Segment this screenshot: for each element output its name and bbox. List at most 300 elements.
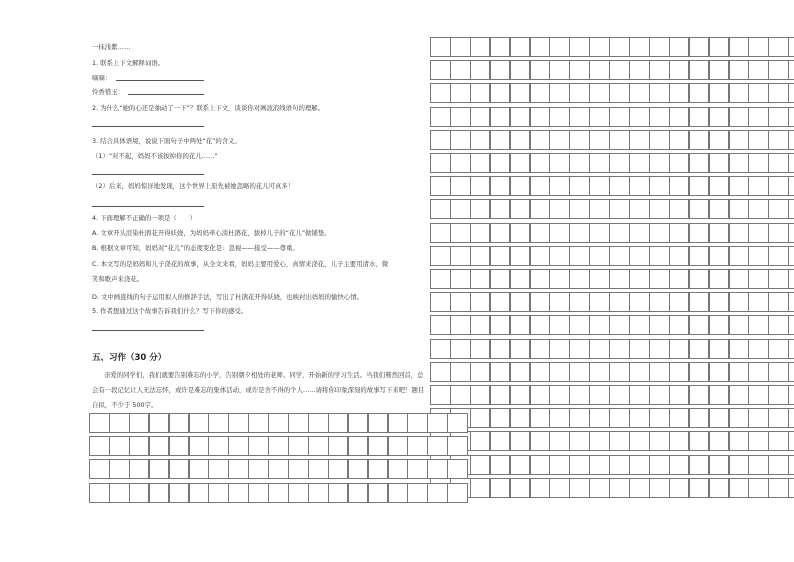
grid-cell[interactable] bbox=[748, 223, 769, 243]
grid-cell[interactable] bbox=[729, 269, 750, 289]
grid-cell[interactable] bbox=[208, 483, 229, 503]
grid-cell[interactable] bbox=[788, 362, 794, 382]
grid-cell[interactable] bbox=[689, 176, 710, 196]
grid-cell[interactable] bbox=[569, 292, 590, 312]
grid-cell[interactable] bbox=[169, 459, 190, 479]
grid-cell[interactable] bbox=[407, 483, 428, 503]
grid-cell[interactable] bbox=[268, 483, 289, 503]
grid-cell[interactable] bbox=[609, 292, 630, 312]
grid-cell[interactable] bbox=[788, 37, 794, 57]
grid-cell[interactable] bbox=[609, 107, 630, 127]
grid-cell[interactable] bbox=[470, 362, 491, 382]
grid-cell[interactable] bbox=[549, 246, 570, 266]
grid-cell[interactable] bbox=[549, 385, 570, 405]
grid-cell[interactable] bbox=[450, 223, 471, 243]
grid-cell[interactable] bbox=[589, 478, 610, 498]
grid-cell[interactable] bbox=[470, 431, 491, 451]
grid-cell[interactable] bbox=[109, 459, 130, 479]
grid-cell[interactable] bbox=[549, 130, 570, 150]
grid-cell[interactable] bbox=[669, 455, 690, 475]
grid-cell[interactable] bbox=[629, 315, 650, 335]
grid-cell[interactable] bbox=[589, 246, 610, 266]
grid-cell[interactable] bbox=[490, 362, 511, 382]
grid-cell[interactable] bbox=[669, 431, 690, 451]
grid-cell[interactable] bbox=[288, 413, 309, 433]
grid-cell[interactable] bbox=[430, 176, 451, 196]
grid-cell[interactable] bbox=[649, 385, 670, 405]
grid-cell[interactable] bbox=[530, 292, 551, 312]
grid-cell[interactable] bbox=[430, 199, 451, 219]
grid-cell[interactable] bbox=[649, 246, 670, 266]
grid-cell[interactable] bbox=[470, 408, 491, 428]
grid-cell[interactable] bbox=[788, 153, 794, 173]
grid-cell[interactable] bbox=[149, 459, 170, 479]
grid-cell[interactable] bbox=[228, 436, 249, 456]
grid-cell[interactable] bbox=[629, 107, 650, 127]
grid-cell[interactable] bbox=[470, 455, 491, 475]
grid-cell[interactable] bbox=[649, 292, 670, 312]
grid-cell[interactable] bbox=[629, 153, 650, 173]
grid-cell[interactable] bbox=[729, 223, 750, 243]
grid-cell[interactable] bbox=[629, 60, 650, 80]
grid-cell[interactable] bbox=[510, 385, 531, 405]
grid-cell[interactable] bbox=[788, 199, 794, 219]
grid-cell[interactable] bbox=[89, 413, 110, 433]
grid-cell[interactable] bbox=[609, 199, 630, 219]
grid-cell[interactable] bbox=[629, 176, 650, 196]
grid-cell[interactable] bbox=[729, 362, 750, 382]
grid-cell[interactable] bbox=[549, 37, 570, 57]
grid-cell[interactable] bbox=[470, 246, 491, 266]
grid-cell[interactable] bbox=[569, 130, 590, 150]
grid-cell[interactable] bbox=[709, 431, 730, 451]
grid-cell[interactable] bbox=[510, 269, 531, 289]
grid-cell[interactable] bbox=[368, 413, 389, 433]
grid-cell[interactable] bbox=[589, 60, 610, 80]
grid-cell[interactable] bbox=[89, 436, 110, 456]
grid-cell[interactable] bbox=[368, 483, 389, 503]
grid-cell[interactable] bbox=[490, 223, 511, 243]
grid-cell[interactable] bbox=[288, 483, 309, 503]
grid-cell[interactable] bbox=[530, 385, 551, 405]
grid-cell[interactable] bbox=[768, 455, 789, 475]
grid-cell[interactable] bbox=[748, 362, 769, 382]
grid-cell[interactable] bbox=[748, 385, 769, 405]
grid-cell[interactable] bbox=[629, 431, 650, 451]
q5-answer-line[interactable] bbox=[92, 330, 204, 331]
grid-cell[interactable] bbox=[609, 246, 630, 266]
grid-cell[interactable] bbox=[348, 483, 369, 503]
grid-cell[interactable] bbox=[609, 223, 630, 243]
grid-cell[interactable] bbox=[729, 431, 750, 451]
grid-cell[interactable] bbox=[649, 408, 670, 428]
grid-cell[interactable] bbox=[589, 315, 610, 335]
grid-cell[interactable] bbox=[530, 269, 551, 289]
grid-cell[interactable] bbox=[450, 107, 471, 127]
grid-cell[interactable] bbox=[490, 315, 511, 335]
grid-cell[interactable] bbox=[490, 408, 511, 428]
grid-cell[interactable] bbox=[510, 362, 531, 382]
grid-cell[interactable] bbox=[748, 60, 769, 80]
grid-cell[interactable] bbox=[490, 292, 511, 312]
grid-cell[interactable] bbox=[450, 60, 471, 80]
grid-cell[interactable] bbox=[569, 315, 590, 335]
grid-cell[interactable] bbox=[530, 431, 551, 451]
grid-cell[interactable] bbox=[450, 362, 471, 382]
grid-cell[interactable] bbox=[189, 413, 210, 433]
grid-cell[interactable] bbox=[649, 362, 670, 382]
grid-cell[interactable] bbox=[768, 408, 789, 428]
q2-answer-line[interactable] bbox=[92, 126, 204, 127]
grid-cell[interactable] bbox=[530, 246, 551, 266]
grid-cell[interactable] bbox=[490, 176, 511, 196]
grid-cell[interactable] bbox=[447, 436, 468, 456]
grid-cell[interactable] bbox=[669, 130, 690, 150]
grid-cell[interactable] bbox=[189, 483, 210, 503]
grid-cell[interactable] bbox=[768, 37, 789, 57]
grid-cell[interactable] bbox=[510, 199, 531, 219]
grid-cell[interactable] bbox=[328, 483, 349, 503]
grid-cell[interactable] bbox=[569, 37, 590, 57]
grid-cell[interactable] bbox=[709, 455, 730, 475]
grid-cell[interactable] bbox=[649, 199, 670, 219]
grid-cell[interactable] bbox=[490, 107, 511, 127]
grid-cell[interactable] bbox=[308, 436, 329, 456]
grid-cell[interactable] bbox=[669, 153, 690, 173]
grid-cell[interactable] bbox=[729, 246, 750, 266]
grid-cell[interactable] bbox=[490, 431, 511, 451]
grid-cell[interactable] bbox=[490, 83, 511, 103]
grid-cell[interactable] bbox=[490, 455, 511, 475]
grid-cell[interactable] bbox=[689, 153, 710, 173]
grid-cell[interactable] bbox=[530, 315, 551, 335]
grid-cell[interactable] bbox=[89, 483, 110, 503]
grid-cell[interactable] bbox=[669, 37, 690, 57]
grid-cell[interactable] bbox=[768, 153, 789, 173]
grid-cell[interactable] bbox=[589, 269, 610, 289]
grid-cell[interactable] bbox=[768, 362, 789, 382]
q1-item-1-answer-line[interactable] bbox=[116, 80, 204, 81]
grid-cell[interactable] bbox=[470, 269, 491, 289]
grid-cell[interactable] bbox=[649, 315, 670, 335]
grid-cell[interactable] bbox=[748, 37, 769, 57]
grid-cell[interactable] bbox=[430, 107, 451, 127]
grid-cell[interactable] bbox=[709, 269, 730, 289]
grid-cell[interactable] bbox=[430, 60, 451, 80]
grid-cell[interactable] bbox=[510, 315, 531, 335]
grid-cell[interactable] bbox=[748, 83, 769, 103]
grid-cell[interactable] bbox=[427, 459, 448, 479]
grid-cell[interactable] bbox=[109, 436, 130, 456]
grid-cell[interactable] bbox=[530, 223, 551, 243]
grid-cell[interactable] bbox=[689, 269, 710, 289]
grid-cell[interactable] bbox=[788, 408, 794, 428]
grid-cell[interactable] bbox=[669, 478, 690, 498]
grid-cell[interactable] bbox=[427, 483, 448, 503]
grid-cell[interactable] bbox=[729, 385, 750, 405]
grid-cell[interactable] bbox=[689, 292, 710, 312]
grid-cell[interactable] bbox=[490, 339, 511, 359]
grid-cell[interactable] bbox=[530, 83, 551, 103]
grid-cell[interactable] bbox=[709, 478, 730, 498]
grid-cell[interactable] bbox=[470, 478, 491, 498]
grid-cell[interactable] bbox=[669, 339, 690, 359]
grid-cell[interactable] bbox=[709, 130, 730, 150]
grid-cell[interactable] bbox=[669, 246, 690, 266]
grid-cell[interactable] bbox=[450, 199, 471, 219]
grid-cell[interactable] bbox=[629, 246, 650, 266]
grid-cell[interactable] bbox=[649, 431, 670, 451]
grid-cell[interactable] bbox=[768, 431, 789, 451]
grid-cell[interactable] bbox=[430, 269, 451, 289]
grid-cell[interactable] bbox=[689, 478, 710, 498]
grid-cell[interactable] bbox=[348, 459, 369, 479]
grid-cell[interactable] bbox=[549, 83, 570, 103]
grid-cell[interactable] bbox=[629, 408, 650, 428]
grid-cell[interactable] bbox=[609, 408, 630, 428]
grid-cell[interactable] bbox=[669, 223, 690, 243]
grid-cell[interactable] bbox=[407, 436, 428, 456]
grid-cell[interactable] bbox=[549, 269, 570, 289]
writing-grid-left[interactable] bbox=[89, 413, 467, 506]
grid-cell[interactable] bbox=[609, 362, 630, 382]
grid-cell[interactable] bbox=[609, 37, 630, 57]
grid-cell[interactable] bbox=[129, 436, 150, 456]
grid-cell[interactable] bbox=[228, 483, 249, 503]
grid-cell[interactable] bbox=[450, 292, 471, 312]
grid-cell[interactable] bbox=[129, 413, 150, 433]
grid-cell[interactable] bbox=[490, 246, 511, 266]
grid-cell[interactable] bbox=[748, 478, 769, 498]
grid-cell[interactable] bbox=[288, 436, 309, 456]
grid-cell[interactable] bbox=[530, 153, 551, 173]
grid-cell[interactable] bbox=[569, 455, 590, 475]
grid-cell[interactable] bbox=[768, 385, 789, 405]
grid-cell[interactable] bbox=[430, 37, 451, 57]
grid-cell[interactable] bbox=[549, 408, 570, 428]
grid-cell[interactable] bbox=[549, 455, 570, 475]
grid-cell[interactable] bbox=[609, 269, 630, 289]
grid-cell[interactable] bbox=[348, 436, 369, 456]
grid-cell[interactable] bbox=[729, 315, 750, 335]
grid-cell[interactable] bbox=[689, 455, 710, 475]
grid-cell[interactable] bbox=[748, 455, 769, 475]
grid-cell[interactable] bbox=[248, 459, 269, 479]
grid-cell[interactable] bbox=[768, 83, 789, 103]
grid-cell[interactable] bbox=[768, 130, 789, 150]
grid-cell[interactable] bbox=[430, 315, 451, 335]
grid-cell[interactable] bbox=[589, 153, 610, 173]
grid-cell[interactable] bbox=[669, 385, 690, 405]
grid-cell[interactable] bbox=[208, 413, 229, 433]
grid-cell[interactable] bbox=[490, 199, 511, 219]
grid-cell[interactable] bbox=[768, 199, 789, 219]
grid-cell[interactable] bbox=[748, 431, 769, 451]
grid-cell[interactable] bbox=[748, 130, 769, 150]
grid-cell[interactable] bbox=[510, 478, 531, 498]
grid-cell[interactable] bbox=[709, 37, 730, 57]
grid-cell[interactable] bbox=[490, 153, 511, 173]
grid-cell[interactable] bbox=[427, 413, 448, 433]
grid-cell[interactable] bbox=[709, 60, 730, 80]
grid-cell[interactable] bbox=[470, 37, 491, 57]
grid-cell[interactable] bbox=[788, 339, 794, 359]
grid-cell[interactable] bbox=[490, 60, 511, 80]
grid-cell[interactable] bbox=[788, 60, 794, 80]
grid-cell[interactable] bbox=[430, 223, 451, 243]
grid-cell[interactable] bbox=[450, 176, 471, 196]
grid-cell[interactable] bbox=[530, 60, 551, 80]
grid-cell[interactable] bbox=[689, 408, 710, 428]
grid-cell[interactable] bbox=[709, 153, 730, 173]
grid-cell[interactable] bbox=[669, 83, 690, 103]
grid-cell[interactable] bbox=[149, 413, 170, 433]
grid-cell[interactable] bbox=[788, 315, 794, 335]
grid-cell[interactable] bbox=[510, 176, 531, 196]
grid-cell[interactable] bbox=[490, 37, 511, 57]
grid-cell[interactable] bbox=[748, 153, 769, 173]
grid-cell[interactable] bbox=[768, 315, 789, 335]
grid-cell[interactable] bbox=[609, 153, 630, 173]
grid-cell[interactable] bbox=[649, 176, 670, 196]
grid-cell[interactable] bbox=[589, 455, 610, 475]
grid-cell[interactable] bbox=[669, 176, 690, 196]
grid-cell[interactable] bbox=[629, 385, 650, 405]
grid-cell[interactable] bbox=[510, 292, 531, 312]
grid-cell[interactable] bbox=[589, 130, 610, 150]
grid-cell[interactable] bbox=[748, 246, 769, 266]
grid-cell[interactable] bbox=[450, 83, 471, 103]
grid-cell[interactable] bbox=[709, 83, 730, 103]
grid-cell[interactable] bbox=[629, 199, 650, 219]
grid-cell[interactable] bbox=[629, 455, 650, 475]
grid-cell[interactable] bbox=[549, 223, 570, 243]
q3-sub-2-answer-line[interactable] bbox=[92, 206, 204, 207]
grid-cell[interactable] bbox=[510, 60, 531, 80]
grid-cell[interactable] bbox=[149, 436, 170, 456]
grid-cell[interactable] bbox=[629, 362, 650, 382]
grid-cell[interactable] bbox=[609, 339, 630, 359]
grid-cell[interactable] bbox=[649, 339, 670, 359]
grid-cell[interactable] bbox=[248, 436, 269, 456]
grid-cell[interactable] bbox=[729, 60, 750, 80]
grid-cell[interactable] bbox=[609, 315, 630, 335]
grid-cell[interactable] bbox=[768, 246, 789, 266]
grid-cell[interactable] bbox=[407, 459, 428, 479]
grid-cell[interactable] bbox=[788, 478, 794, 498]
grid-cell[interactable] bbox=[129, 459, 150, 479]
grid-cell[interactable] bbox=[748, 107, 769, 127]
grid-cell[interactable] bbox=[569, 269, 590, 289]
grid-cell[interactable] bbox=[510, 153, 531, 173]
grid-cell[interactable] bbox=[729, 153, 750, 173]
grid-cell[interactable] bbox=[447, 413, 468, 433]
grid-cell[interactable] bbox=[549, 153, 570, 173]
grid-cell[interactable] bbox=[549, 107, 570, 127]
grid-cell[interactable] bbox=[729, 176, 750, 196]
grid-cell[interactable] bbox=[569, 431, 590, 451]
grid-cell[interactable] bbox=[430, 385, 451, 405]
grid-cell[interactable] bbox=[569, 107, 590, 127]
grid-cell[interactable] bbox=[549, 339, 570, 359]
grid-cell[interactable] bbox=[109, 413, 130, 433]
grid-cell[interactable] bbox=[629, 339, 650, 359]
grid-cell[interactable] bbox=[689, 339, 710, 359]
grid-cell[interactable] bbox=[510, 223, 531, 243]
grid-cell[interactable] bbox=[510, 83, 531, 103]
grid-cell[interactable] bbox=[549, 431, 570, 451]
grid-cell[interactable] bbox=[788, 223, 794, 243]
grid-cell[interactable] bbox=[748, 199, 769, 219]
grid-cell[interactable] bbox=[669, 60, 690, 80]
grid-cell[interactable] bbox=[788, 246, 794, 266]
grid-cell[interactable] bbox=[689, 83, 710, 103]
grid-cell[interactable] bbox=[490, 385, 511, 405]
grid-cell[interactable] bbox=[629, 269, 650, 289]
grid-cell[interactable] bbox=[589, 385, 610, 405]
grid-cell[interactable] bbox=[609, 60, 630, 80]
grid-cell[interactable] bbox=[689, 315, 710, 335]
grid-cell[interactable] bbox=[788, 176, 794, 196]
grid-cell[interactable] bbox=[629, 478, 650, 498]
grid-cell[interactable] bbox=[589, 292, 610, 312]
grid-cell[interactable] bbox=[407, 413, 428, 433]
grid-cell[interactable] bbox=[589, 107, 610, 127]
grid-cell[interactable] bbox=[609, 83, 630, 103]
grid-cell[interactable] bbox=[609, 130, 630, 150]
grid-cell[interactable] bbox=[689, 362, 710, 382]
grid-cell[interactable] bbox=[368, 459, 389, 479]
grid-cell[interactable] bbox=[208, 436, 229, 456]
grid-cell[interactable] bbox=[788, 292, 794, 312]
grid-cell[interactable] bbox=[470, 130, 491, 150]
grid-cell[interactable] bbox=[709, 362, 730, 382]
grid-cell[interactable] bbox=[470, 107, 491, 127]
grid-cell[interactable] bbox=[447, 459, 468, 479]
grid-cell[interactable] bbox=[510, 339, 531, 359]
grid-cell[interactable] bbox=[470, 292, 491, 312]
grid-cell[interactable] bbox=[549, 315, 570, 335]
grid-cell[interactable] bbox=[470, 315, 491, 335]
grid-cell[interactable] bbox=[709, 199, 730, 219]
grid-cell[interactable] bbox=[748, 176, 769, 196]
grid-cell[interactable] bbox=[450, 37, 471, 57]
grid-cell[interactable] bbox=[729, 199, 750, 219]
grid-cell[interactable] bbox=[589, 408, 610, 428]
grid-cell[interactable] bbox=[510, 107, 531, 127]
grid-cell[interactable] bbox=[189, 436, 210, 456]
grid-cell[interactable] bbox=[788, 269, 794, 289]
grid-cell[interactable] bbox=[549, 362, 570, 382]
grid-cell[interactable] bbox=[169, 483, 190, 503]
grid-cell[interactable] bbox=[470, 199, 491, 219]
grid-cell[interactable] bbox=[510, 431, 531, 451]
grid-cell[interactable] bbox=[729, 130, 750, 150]
grid-cell[interactable] bbox=[569, 385, 590, 405]
grid-cell[interactable] bbox=[609, 176, 630, 196]
grid-cell[interactable] bbox=[510, 455, 531, 475]
grid-cell[interactable] bbox=[589, 37, 610, 57]
grid-cell[interactable] bbox=[729, 455, 750, 475]
grid-cell[interactable] bbox=[530, 130, 551, 150]
grid-cell[interactable] bbox=[490, 130, 511, 150]
grid-cell[interactable] bbox=[788, 83, 794, 103]
grid-cell[interactable] bbox=[450, 246, 471, 266]
grid-cell[interactable] bbox=[629, 130, 650, 150]
grid-cell[interactable] bbox=[589, 339, 610, 359]
grid-cell[interactable] bbox=[669, 292, 690, 312]
grid-cell[interactable] bbox=[629, 83, 650, 103]
